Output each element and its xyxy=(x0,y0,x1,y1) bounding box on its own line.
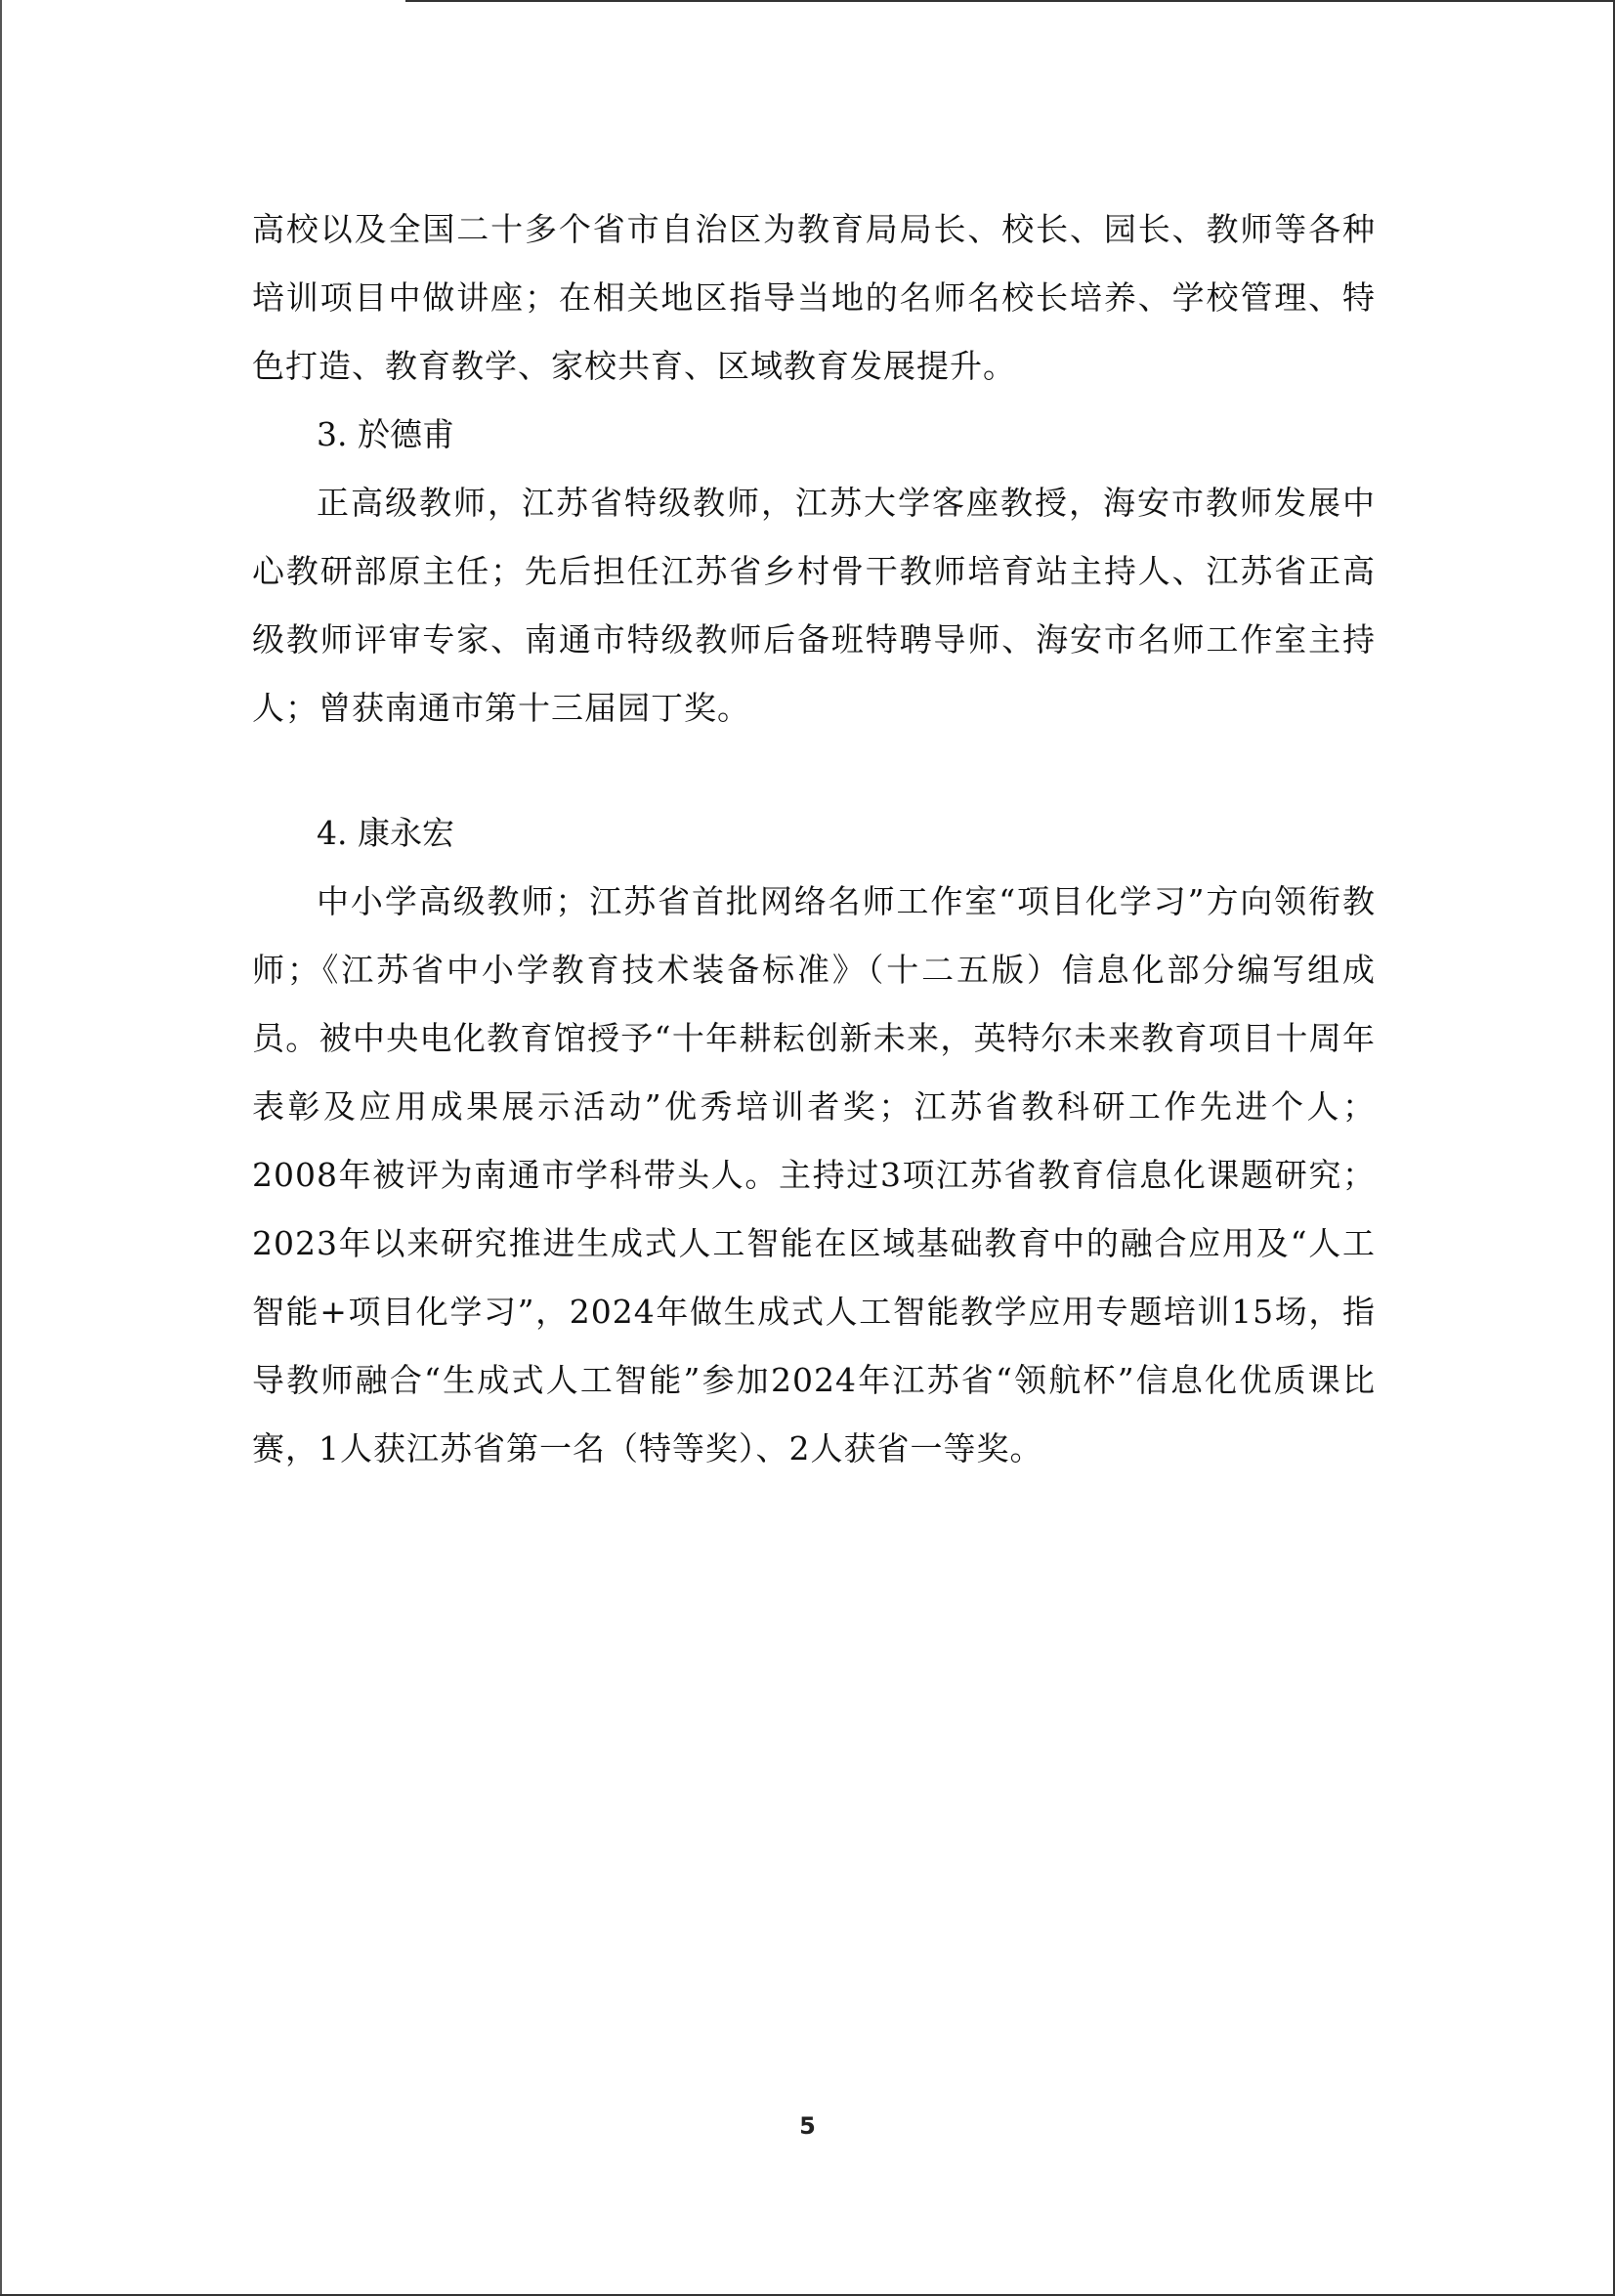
section-3-body: 正高级教师，江苏省特级教师，江苏大学客座教授，海安市教师发展中心教研部原主任；先后担任江苏省乡村骨干教师培育站主持人、江苏省正高级教师评审专家、南通市特级教师后备班特聘导师、海安市名师工作室主持人；曾获南通市第十三届园丁奖。 xyxy=(252,484,1376,727)
scan-border-top xyxy=(405,0,1615,2)
intro-paragraph: 高校以及全国二十多个省市自治区为教育局局长、校长、园长、教师等各种培训项目中做讲座；在相关地区指导当地的名师名校长培养、学校管理、特色打造、教育教学、家校共育、区域教育发展提升。 xyxy=(252,210,1376,385)
section-4-body: 中小学高级教师；江苏省首批网络名师工作室“项目化学习”方向领衔教师；《江苏省中小学教育技术装备标准》（十二五版）信息化部分编写组成员。被中央电化教育馆授予“十年耕耘创新未来，英特尔未来教育项目十周年表彰及应用成果展示活动”优秀培训者奖；江苏省教科研工作先进个人；2008年被评为南通市学科带头人。主持过3项江苏省教育信息化课题研究；2023年以来研究推进生成式人工智能在区域基础教育中的融合应用及“人工智能+项目化学习”，2024年做生成式人工智能教学应用专题培训15场，指导教师融合“生成式人工智能”参加2024年江苏省“领航杯”信息化优质课比赛，1人获江苏省第一名（特等奖）、2人获省一等奖。 xyxy=(252,882,1376,1467)
section-3-heading: 3. 於德甫 xyxy=(317,415,454,453)
scan-border-left xyxy=(0,0,2,2296)
document-body xyxy=(252,195,1376,1483)
section-4-heading: 4. 康永宏 xyxy=(317,814,454,852)
page-number: 5 xyxy=(799,2112,816,2140)
section-spacer xyxy=(252,743,1376,799)
